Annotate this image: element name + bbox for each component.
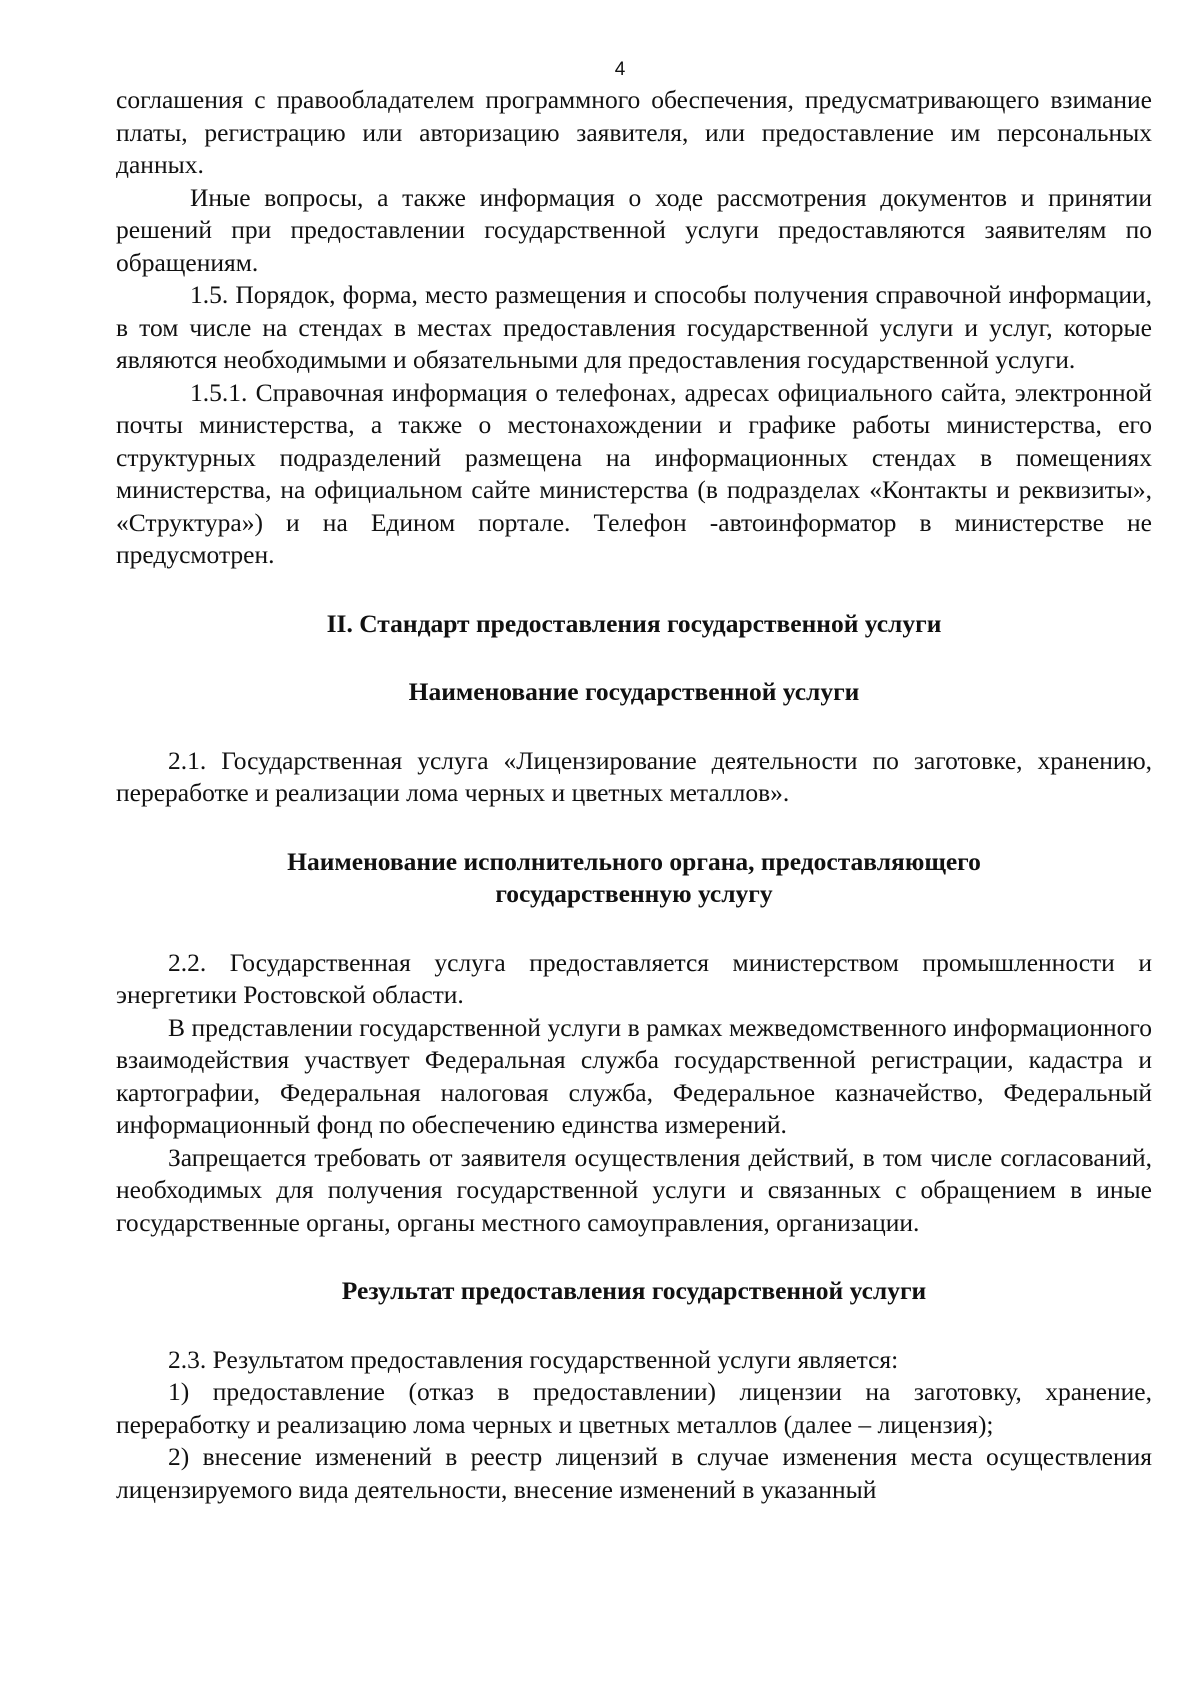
section-2-heading: II. Стандарт предоставления государственной услуги: [326, 608, 942, 638]
service-name-heading: Наименование государственной услуги: [408, 677, 860, 706]
list-item-2: 2) внесение изменений в реестр лицензий в случае изменения места осуществления лицензируемого вида деятельности, внесение изменений в указанный: [116, 1442, 1152, 1504]
paragraph-interagency: В представлении государственной услуги в рамках межведомственного информационного взаимодействия участвует Федеральная служба государственной регистрации, кадастра и картографии, Федеральная налоговая служба, Федеральное казначейство, Федеральный информационный фонд по обеспечению единства измерений.: [116, 1012, 1152, 1139]
authority-heading-line1: Наименование исполнительного органа, предоставляющего: [287, 846, 981, 876]
list-item-1: 1) предоставление (отказ в предоставлении) лицензии на заготовку, хранение, переработку и реализацию лома черных и цветных металлов (далее – лицензия);: [116, 1377, 1152, 1439]
result-heading: Результат предоставления государственной услуги: [341, 1276, 927, 1305]
page-number: 4: [614, 59, 626, 80]
paragraph-other-questions: Иные вопросы, а также информация о ходе рассмотрения документов и принятии решений при предоставлении государственной услуги предоставляются заявителям по обращениям.: [116, 182, 1152, 277]
paragraph-2-2: 2.2. Государственная услуга предоставляется министерством промышленности и энергетики Ростовской области.: [116, 947, 1152, 1009]
paragraph-1-5: 1.5. Порядок, форма, место размещения и способы получения справочной информации, в том числе на стендах в местах предоставления государственной услуги и услуг, которые являются необходимыми и обязательными для предоставления государственной услуги.: [116, 280, 1152, 374]
paragraph-1-5-1: 1.5.1. Справочная информация о телефонах, адресах официального сайта, электронной почты министерства, а также о местонахождении и графике работы министерства, его структурных подразделений размещена на информационных стендах в помещениях министерства, на официальном сайте министерства (в подразделах «Контакты и реквизиты», «Структура») и на Едином портале. Телефон -автоинформатор в министерстве не предусмотрен.: [116, 377, 1152, 569]
paragraph-prohibition: Запрещается требовать от заявителя осуществления действий, в том числе согласований, необходимых для получения государственной услуги и связанных с обращением в иные государственные органы, органы местного самоуправления, организации.: [116, 1142, 1152, 1237]
paragraph-2-3: 2.3. Результатом предоставления государственной услуги является:: [168, 1344, 899, 1374]
authority-heading-line2: государственную услугу: [495, 879, 773, 908]
paragraph-agreement: соглашения с правообладателем программного обеспечения, предусматривающего взимание платы, регистрацию или авторизацию заявителя, или предоставление им персональных данных.: [116, 85, 1152, 179]
document-body: [116, 84, 1152, 1506]
paragraph-2-1: 2.1. Государственная услуга «Лицензирование деятельности по заготовке, хранению, переработке и реализации лома черных и цветных металлов».: [116, 745, 1152, 807]
